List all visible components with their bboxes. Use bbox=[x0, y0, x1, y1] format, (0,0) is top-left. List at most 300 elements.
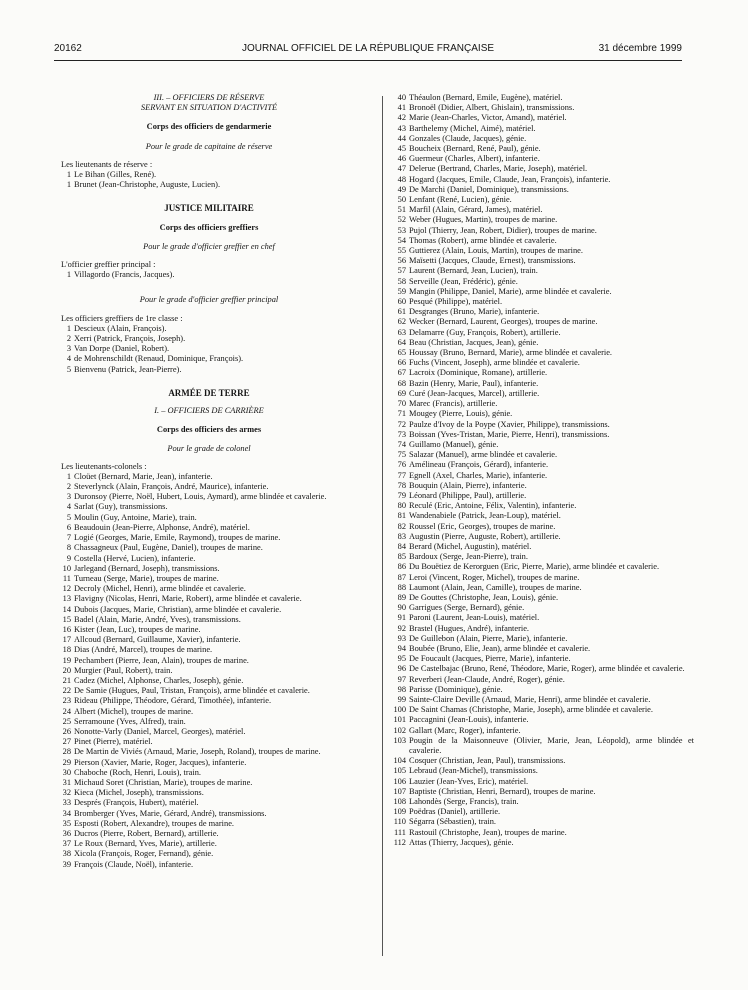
rank-number: 36 bbox=[62, 828, 71, 838]
rank-number: 92 bbox=[397, 623, 406, 633]
rank-number: 47 bbox=[397, 164, 406, 174]
rank-number: 2 bbox=[66, 482, 71, 492]
list-item bbox=[389, 715, 694, 725]
rank-number: 1 bbox=[66, 170, 71, 180]
list-item bbox=[54, 344, 364, 354]
officer-name: Paccagnini (Jean-Louis), infanterie. bbox=[409, 715, 529, 725]
list-item bbox=[389, 491, 694, 501]
rank-number: 65 bbox=[397, 348, 406, 358]
officer-name: Flavigny (Nicolas, Henri, Marie, Robert), arme blindée et cavalerie. bbox=[74, 594, 302, 604]
rank-number: 99 bbox=[397, 694, 406, 704]
rank-number: 8 bbox=[66, 543, 71, 553]
list-item bbox=[389, 399, 694, 409]
rank-number: 66 bbox=[397, 358, 406, 368]
list-item bbox=[389, 532, 694, 542]
officer-name: Xerri (Patrick, François, Joseph). bbox=[74, 334, 186, 344]
list-intro: Les lieutenants-colonels : bbox=[61, 461, 147, 471]
list-item bbox=[54, 758, 364, 768]
rank-number: 18 bbox=[62, 645, 71, 655]
rank-number: 68 bbox=[397, 378, 406, 388]
list-item bbox=[389, 154, 694, 164]
list-item bbox=[54, 798, 364, 808]
officer-name: Pesqué (Philippe), matériel. bbox=[409, 297, 503, 307]
officer-name: Cloüet (Bernard, Marie, Jean), infanterie. bbox=[74, 471, 213, 481]
officer-name: Delerue (Bertrand, Charles, Marie, Joseph), matériel. bbox=[409, 164, 588, 174]
rank-number: 93 bbox=[397, 633, 406, 643]
list-item bbox=[54, 717, 364, 727]
rank-number: 62 bbox=[397, 317, 406, 327]
list-item bbox=[389, 379, 694, 389]
list-item bbox=[54, 564, 364, 574]
rank-number: 77 bbox=[397, 470, 406, 480]
list-item bbox=[54, 656, 364, 666]
right-column bbox=[389, 93, 694, 848]
officer-name: Van Dorpe (Daniel, Robert). bbox=[74, 344, 170, 354]
list-item bbox=[389, 348, 694, 358]
officer-name: Gallart (Marc, Roger), infanterie. bbox=[409, 725, 521, 735]
officer-name: Murgier (Paul, Robert), train. bbox=[74, 665, 173, 675]
officer-name: Laurent (Bernard, Jean, Lucien), train. bbox=[409, 266, 538, 276]
list-item bbox=[54, 584, 364, 594]
officer-name: Fuchs (Vincent, Joseph), arme blindée et cavalerie. bbox=[409, 358, 580, 368]
list-item bbox=[389, 675, 694, 685]
rank-number: 90 bbox=[397, 603, 406, 613]
list-item bbox=[389, 654, 694, 664]
officer-name: Costella (Hervé, Lucien), infanterie. bbox=[74, 553, 196, 563]
officer-name: Ségarra (Sébastien), train. bbox=[409, 817, 496, 827]
rank-number: 25 bbox=[62, 716, 71, 726]
officer-name: Théaulon (Bernard, Emile, Eugène), matériel. bbox=[409, 93, 563, 102]
list-item bbox=[389, 450, 694, 460]
list-item bbox=[54, 849, 364, 859]
journal-title: JOURNAL OFFICIEL DE LA RÉPUBLIQUE FRANÇAISE bbox=[241, 43, 495, 54]
list-item bbox=[54, 625, 364, 635]
list-item bbox=[54, 819, 364, 829]
rank-number: 74 bbox=[397, 439, 406, 449]
list-item bbox=[389, 664, 694, 674]
officer-name: Badel (Alain, Marie, André, Yves), transmissions. bbox=[74, 614, 241, 624]
rank-number: 13 bbox=[62, 594, 71, 604]
grade-heading: Pour le grade d'officier greffier principal bbox=[139, 295, 279, 305]
officer-name: Xicola (François, Roger, Fernand), génie. bbox=[74, 849, 214, 859]
list-item bbox=[389, 726, 694, 736]
rank-number: 22 bbox=[62, 686, 71, 696]
rank-number: 15 bbox=[62, 614, 71, 624]
officer-name: Lebraud (Jean-Michel), transmissions. bbox=[409, 766, 538, 776]
officer-name: Pougin de la Maisonneuve (Olivier, Marie, Jean, Léopold), arme blindée et cavalerie. bbox=[409, 735, 694, 755]
rank-number: 12 bbox=[62, 584, 71, 594]
list-item bbox=[389, 838, 694, 848]
officer-name: Descieux (Alain, François). bbox=[74, 323, 167, 333]
rank-number: 4 bbox=[66, 354, 71, 364]
officer-name: Parisse (Dominique), génie. bbox=[409, 684, 503, 694]
rank-number: 28 bbox=[62, 747, 71, 757]
page-number: 20162 bbox=[54, 43, 82, 54]
list-item bbox=[389, 481, 694, 491]
rank-number: 75 bbox=[397, 450, 406, 460]
list-intro: Les lieutenants de réserve : bbox=[61, 159, 153, 169]
rank-number: 60 bbox=[397, 297, 406, 307]
list-item bbox=[389, 828, 694, 838]
rank-number: 110 bbox=[393, 817, 406, 827]
rank-number: 89 bbox=[397, 592, 406, 602]
officer-name: Chassagneux (Paul, Eugène, Daniel), troupes de marine. bbox=[74, 543, 263, 553]
officer-name: Wecker (Bernard, Laurent, Georges), troupes de marine. bbox=[409, 317, 598, 327]
rank-number: 31 bbox=[62, 777, 71, 787]
rank-number: 79 bbox=[397, 490, 406, 500]
list-item bbox=[389, 522, 694, 532]
list-item bbox=[54, 554, 364, 564]
officer-name: Hogard (Jacques, Emile, Claude, Jean, François), infanterie. bbox=[409, 174, 611, 184]
officer-name: Serramoune (Yves, Alfred), train. bbox=[74, 716, 186, 726]
rank-number: 94 bbox=[397, 643, 406, 653]
list-item bbox=[389, 685, 694, 695]
officer-name: Desgranges (Bruno, Marie), infanterie. bbox=[409, 307, 540, 317]
rank-number: 87 bbox=[397, 572, 406, 582]
list-item bbox=[389, 246, 694, 256]
officer-name: Dias (André, Marcel), troupes de marine. bbox=[74, 645, 213, 655]
corps-heading: Corps des officiers de gendarmerie bbox=[146, 122, 272, 132]
list-item bbox=[389, 124, 694, 134]
page-header bbox=[54, 43, 682, 57]
officer-name: Serveille (Jean, Frédéric), génie. bbox=[409, 276, 518, 286]
list-item bbox=[389, 613, 694, 623]
list-item bbox=[389, 113, 694, 123]
rank-number: 104 bbox=[393, 756, 406, 766]
rank-number: 96 bbox=[397, 664, 406, 674]
list-item bbox=[54, 472, 364, 482]
rank-number: 95 bbox=[397, 654, 406, 664]
officer-name: Albert (Michel), troupes de marine. bbox=[74, 706, 194, 716]
rank-number: 108 bbox=[393, 797, 406, 807]
list-item bbox=[389, 440, 694, 450]
rank-number: 107 bbox=[393, 786, 406, 796]
officer-name: Pechambert (Pierre, Jean, Alain), troupes de marine. bbox=[74, 655, 249, 665]
rank-number: 70 bbox=[397, 399, 406, 409]
rank-number: 6 bbox=[66, 522, 71, 532]
list-item bbox=[389, 787, 694, 797]
officer-name: Maïsetti (Jacques, Claude, Ernest), transmissions. bbox=[409, 256, 576, 266]
officer-name: Ducros (Pierre, Robert, Bernard), artillerie. bbox=[74, 828, 219, 838]
officer-name: Pinet (Pierre), matériel. bbox=[74, 737, 153, 747]
officer-name: Baptiste (Christian, Henri, Bernard), troupes de marine. bbox=[409, 786, 596, 796]
list-item bbox=[389, 562, 694, 572]
list-item bbox=[54, 707, 364, 717]
rank-number: 102 bbox=[393, 725, 406, 735]
officer-name: Cosquer (Christian, Jean, Paul), transmissions. bbox=[409, 756, 566, 766]
officer-name: Marec (Francis), artillerie. bbox=[409, 399, 498, 409]
rank-number: 63 bbox=[397, 327, 406, 337]
list-item bbox=[54, 615, 364, 625]
list-item bbox=[389, 624, 694, 634]
list-item bbox=[54, 788, 364, 798]
rank-number: 73 bbox=[397, 429, 406, 439]
rank-number: 29 bbox=[62, 757, 71, 767]
rank-number: 83 bbox=[397, 531, 406, 541]
officer-name: Thomas (Robert), arme blindée et cavalerie. bbox=[409, 235, 557, 245]
rank-number: 5 bbox=[66, 512, 71, 522]
list-item bbox=[389, 593, 694, 603]
rank-number: 106 bbox=[393, 776, 406, 786]
officer-name: Turneau (Serge, Marie), troupes de marine. bbox=[74, 573, 219, 583]
rank-number: 86 bbox=[397, 562, 406, 572]
list-item bbox=[389, 297, 694, 307]
list-item bbox=[389, 256, 694, 266]
list-item bbox=[54, 334, 364, 344]
list-item bbox=[54, 502, 364, 512]
list-item bbox=[54, 574, 364, 584]
rank-number: 44 bbox=[397, 133, 406, 143]
rank-number: 61 bbox=[397, 307, 406, 317]
officer-name: Després (François, Hubert), matériel. bbox=[74, 798, 199, 808]
officer-name: De Guillebon (Alain, Pierre, Marie), infanterie. bbox=[409, 633, 568, 643]
rank-number: 26 bbox=[62, 726, 71, 736]
officer-name: Mougey (Pierre, Louis), génie. bbox=[409, 409, 513, 419]
rank-number: 27 bbox=[62, 737, 71, 747]
officer-name: Poëdras (Daniel), artillerie. bbox=[409, 807, 501, 817]
rank-number: 34 bbox=[62, 808, 71, 818]
list-item bbox=[389, 368, 694, 378]
officer-name: Rastouil (Christophe, Jean), troupes de marine. bbox=[409, 827, 567, 837]
officer-name: Houssay (Bruno, Bernard, Marie), arme blindée et cavalerie. bbox=[409, 348, 613, 358]
list-item bbox=[389, 756, 694, 766]
grade-heading: Pour le grade d'officier greffier en chef bbox=[143, 241, 275, 251]
rank-number: 3 bbox=[66, 492, 71, 502]
list-item bbox=[54, 809, 364, 819]
list-item bbox=[389, 205, 694, 215]
list-item bbox=[389, 736, 694, 756]
officer-name: Jarlegand (Bernard, Joseph), transmissions. bbox=[74, 563, 220, 573]
rank-number: 1 bbox=[66, 270, 71, 280]
officer-name: Laumont (Alain, Jean, Camille), troupes de marine. bbox=[409, 582, 582, 592]
officer-name: Guermeur (Charles, Albert), infanterie. bbox=[409, 154, 540, 164]
grade-heading: Pour le grade de colonel bbox=[167, 444, 251, 454]
officer-name: Dubois (Jacques, Marie, Christian), arme blindée et cavalerie. bbox=[74, 604, 282, 614]
rank-number: 100 bbox=[393, 705, 406, 715]
officer-name: Wandenabiele (Patrick, Jean-Loup), matériel. bbox=[409, 511, 561, 521]
officer-name: Brunet (Jean-Christophe, Auguste, Lucien). bbox=[74, 180, 221, 190]
list-item bbox=[54, 778, 364, 788]
list-item bbox=[389, 603, 694, 613]
rank-number: 71 bbox=[397, 409, 406, 419]
list-item bbox=[389, 317, 694, 327]
rank-number: 112 bbox=[393, 837, 406, 847]
rank-number: 58 bbox=[397, 276, 406, 286]
list-item bbox=[54, 513, 364, 523]
rank-number: 48 bbox=[397, 174, 406, 184]
officer-name: Kister (Jean, Luc), troupes de marine. bbox=[74, 624, 201, 634]
rank-number: 19 bbox=[62, 655, 71, 665]
officer-name: Esposti (Robert, Alexandre), troupes de marine. bbox=[74, 818, 235, 828]
officer-name: Steverlynck (Alain, François, André, Maurice), infanterie. bbox=[74, 482, 269, 492]
list-item bbox=[389, 328, 694, 338]
officer-name: Bromberger (Yves, Marie, Gérard, André), transmissions. bbox=[74, 808, 267, 818]
rank-number: 5 bbox=[66, 364, 71, 374]
list-item bbox=[389, 144, 694, 154]
list-item bbox=[54, 543, 364, 553]
list-item bbox=[54, 676, 364, 686]
officer-name: Augustin (Pierre, Auguste, Robert), artillerie. bbox=[409, 531, 561, 541]
list-item bbox=[389, 471, 694, 481]
rank-number: 57 bbox=[397, 266, 406, 276]
officer-name: Egnell (Axel, Charles, Marie), infanterie. bbox=[409, 470, 548, 480]
list-item bbox=[389, 277, 694, 287]
rank-number: 21 bbox=[62, 675, 71, 685]
rank-number: 105 bbox=[393, 766, 406, 776]
officer-name: Bazin (Henry, Marie, Paul), infanterie. bbox=[409, 378, 539, 388]
officer-name: Weber (Hugues, Martin), troupes de marine. bbox=[409, 215, 558, 225]
officer-name: Reverberi (Jean-Claude, André, Roger), génie. bbox=[409, 674, 565, 684]
list-item bbox=[389, 287, 694, 297]
rank-number: 85 bbox=[397, 552, 406, 562]
rank-number: 51 bbox=[397, 205, 406, 215]
list-item bbox=[54, 270, 364, 280]
rank-number: 55 bbox=[397, 246, 406, 256]
officer-name: De Gouttes (Christophe, Jean, Louis), génie. bbox=[409, 592, 559, 602]
officer-name: Lahondès (Serge, Francis), train. bbox=[409, 797, 519, 807]
rank-number: 88 bbox=[397, 582, 406, 592]
rank-number: 41 bbox=[397, 103, 406, 113]
section-heading: SERVANT EN SITUATION D'ACTIVITÉ bbox=[140, 103, 278, 113]
list-item bbox=[54, 860, 364, 870]
officer-name: Roussel (Eric, Georges), troupes de marine. bbox=[409, 521, 556, 531]
list-item bbox=[54, 170, 364, 180]
rank-number: 20 bbox=[62, 665, 71, 675]
list-item bbox=[54, 645, 364, 655]
officer-name: De Saint Chamas (Christophe, Marie, Joseph), arme blindée et cavalerie. bbox=[409, 705, 653, 715]
officer-name: Marfil (Alain, Gérard, James), matériel. bbox=[409, 205, 543, 215]
rank-number: 98 bbox=[397, 684, 406, 694]
rank-number: 54 bbox=[397, 235, 406, 245]
list-item bbox=[389, 583, 694, 593]
officer-name: Duronsoy (Pierre, Noël, Hubert, Louis, Aymard), arme blindée et cavalerie. bbox=[74, 492, 327, 502]
officer-name: Moulin (Guy, Antoine, Marie), train. bbox=[74, 512, 197, 522]
officer-name: Boubée (Bruno, Elie, Jean), arme blindée et cavalerie. bbox=[409, 643, 591, 653]
rank-number: 39 bbox=[62, 859, 71, 869]
officer-name: François (Claude, Noël), infanterie. bbox=[74, 859, 194, 869]
officer-name: Pierson (Xavier, Marie, Roger, Jacques), infanterie. bbox=[74, 757, 247, 767]
list-item bbox=[54, 605, 364, 615]
list-item bbox=[54, 354, 364, 364]
officer-name: Bardoux (Serge, Jean-Pierre), train. bbox=[409, 552, 528, 562]
officer-name: Amélineau (François, Gérard), infanterie. bbox=[409, 460, 549, 470]
rank-number: 9 bbox=[66, 553, 71, 563]
list-item bbox=[389, 338, 694, 348]
officer-name: Gonzales (Claude, Jacques), génie. bbox=[409, 133, 527, 143]
rank-number: 80 bbox=[397, 501, 406, 511]
rank-number: 91 bbox=[397, 613, 406, 623]
corps-heading: Corps des officiers greffiers bbox=[159, 222, 259, 232]
rank-number: 2 bbox=[66, 334, 71, 344]
rank-number: 24 bbox=[62, 706, 71, 716]
rank-number: 109 bbox=[393, 807, 406, 817]
list-item bbox=[389, 634, 694, 644]
list-item bbox=[54, 492, 364, 502]
rank-number: 97 bbox=[397, 674, 406, 684]
list-item bbox=[389, 695, 694, 705]
list-item bbox=[54, 829, 364, 839]
rank-number: 72 bbox=[397, 419, 406, 429]
list-item bbox=[389, 460, 694, 470]
officer-name: Boissan (Yves-Tristan, Marie, Pierre, Henri), transmissions. bbox=[409, 429, 610, 439]
officer-name: Chaboche (Roch, Henri, Louis), train. bbox=[74, 767, 201, 777]
rank-number: 101 bbox=[393, 715, 406, 725]
officer-name: Beau (Christian, Jacques, Jean), génie. bbox=[409, 337, 539, 347]
list-item bbox=[54, 768, 364, 778]
rank-number: 1 bbox=[66, 471, 71, 481]
rank-number: 37 bbox=[62, 839, 71, 849]
list-item bbox=[54, 523, 364, 533]
officer-name: Paroni (Laurent, Jean-Louis), matériel. bbox=[409, 613, 540, 623]
grade-heading: Pour le grade de capitaine de réserve bbox=[145, 141, 273, 151]
officer-name: Allcoud (Bernard, Guillaume, Xavier), infanterie. bbox=[74, 635, 241, 645]
rank-number: 56 bbox=[397, 256, 406, 266]
rank-number: 84 bbox=[397, 541, 406, 551]
list-item bbox=[389, 226, 694, 236]
corps-heading: Corps des officiers des armes bbox=[156, 425, 262, 435]
officer-name: Michaud Soret (Christian, Marie), troupes de marine. bbox=[74, 777, 253, 787]
list-item bbox=[389, 511, 694, 521]
list-intro: Les officiers greffiers de 1re classe : bbox=[61, 313, 183, 323]
officer-name: Brastel (Hugues, André), infanterie. bbox=[409, 623, 530, 633]
officer-name: Villagordo (Francis, Jacques). bbox=[74, 270, 175, 280]
section-heading: I. – OFFICIERS DE CARRIÈRE bbox=[154, 406, 264, 416]
officer-name: Bronoël (Didier, Albert, Ghislain), transmissions. bbox=[409, 103, 575, 113]
rank-number: 14 bbox=[62, 604, 71, 614]
list-intro: L'officier greffier principal : bbox=[61, 260, 156, 270]
list-item bbox=[389, 501, 694, 511]
officer-name: Guttierez (Alain, Louis, Martin), troupes de marine. bbox=[409, 246, 583, 256]
rank-number: 78 bbox=[397, 480, 406, 490]
officer-name: Paulze d'Ivoy de la Poype (Xavier, Philippe), transmissions. bbox=[409, 419, 610, 429]
list-item bbox=[389, 103, 694, 113]
officer-name: Marie (Jean-Charles, Victor, Amand), matériel. bbox=[409, 113, 567, 123]
officer-name: Rideau (Philippe, Théodore, Gérard, Timothée), infanterie. bbox=[74, 696, 272, 706]
list-item bbox=[389, 175, 694, 185]
list-item bbox=[389, 164, 694, 174]
rank-number: 3 bbox=[66, 344, 71, 354]
rank-number: 23 bbox=[62, 696, 71, 706]
officer-name: Guillamo (Manuel), génie. bbox=[409, 439, 499, 449]
list-item bbox=[389, 807, 694, 817]
officer-name: Bienvenu (Patrick, Jean-Pierre). bbox=[74, 364, 182, 374]
rank-number: 32 bbox=[62, 788, 71, 798]
officer-name: Berard (Michel, Augustin), matériel. bbox=[409, 541, 532, 551]
rank-number: 38 bbox=[62, 849, 71, 859]
officer-name: Le Roux (Bernard, Yves, Marie), artillerie. bbox=[74, 839, 217, 849]
rank-number: 30 bbox=[62, 767, 71, 777]
publication-date: 31 décembre 1999 bbox=[598, 43, 682, 54]
rank-number: 7 bbox=[66, 533, 71, 543]
list-item bbox=[389, 420, 694, 430]
rank-number: 52 bbox=[397, 215, 406, 225]
list-item bbox=[389, 134, 694, 144]
main-heading: JUSTICE MILITAIRE bbox=[164, 203, 254, 214]
officer-name: De Marchi (Daniel, Dominique), transmissions. bbox=[409, 184, 569, 194]
rank-number: 69 bbox=[397, 388, 406, 398]
rank-number: 43 bbox=[397, 123, 406, 133]
officer-name: Lauzier (Jean-Yves, Eric), matériel. bbox=[409, 776, 529, 786]
rank-number: 35 bbox=[62, 818, 71, 828]
rank-number: 67 bbox=[397, 368, 406, 378]
officer-name: Leroi (Vincent, Roger, Michel), troupes de marine. bbox=[409, 572, 580, 582]
officer-name: Beaudouin (Jean-Pierre, Alphonse, André), matériel. bbox=[74, 522, 250, 532]
officer-name: Delamarre (Guy, François, Robert), artillerie. bbox=[409, 327, 561, 337]
officer-name: De Samie (Hugues, Paul, Tristan, François), arme blindée et cavalerie. bbox=[74, 686, 310, 696]
list-item bbox=[389, 93, 694, 103]
officer-name: Attas (Thierry, Jacques), génie. bbox=[409, 837, 514, 847]
list-item bbox=[389, 644, 694, 654]
